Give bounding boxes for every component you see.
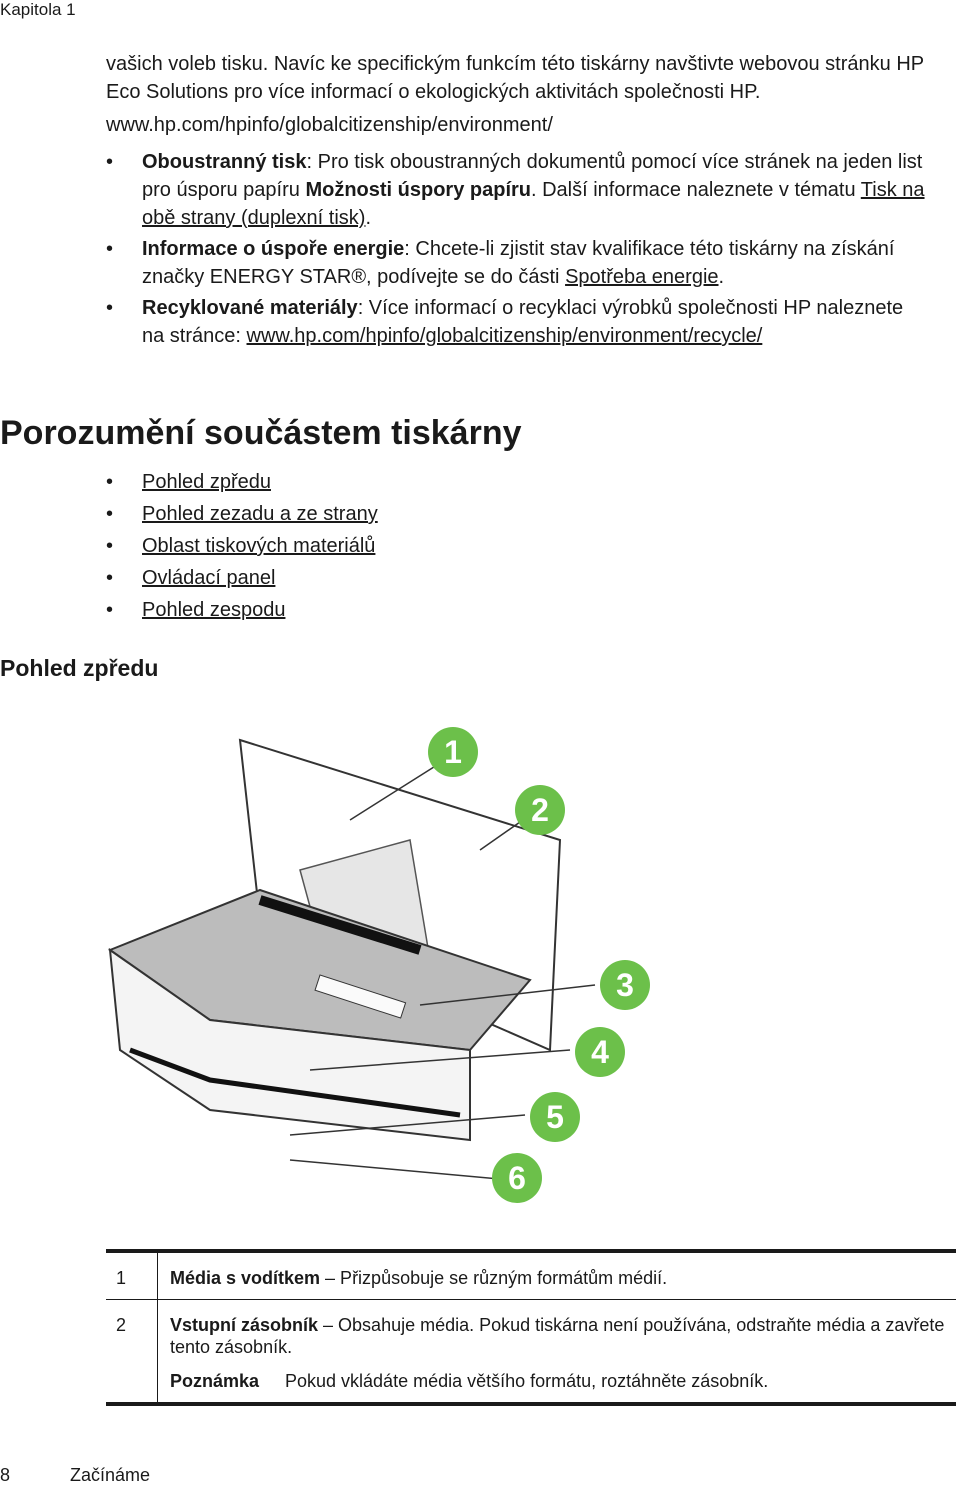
callout-label-4: 4 [591, 1034, 609, 1070]
toc-item [106, 466, 378, 498]
bullet-term: Informace o úspoře energie [142, 238, 405, 260]
bullet-text: : Chcete-li zjistit stav kvalifikace této tiskárny na získání značky ENERGY STAR®, podívejte se do části [142, 238, 895, 288]
bullet-icon: • [106, 238, 114, 260]
toc-link-control-panel[interactable]: Ovládací panel [142, 567, 276, 589]
parts-table [106, 1249, 956, 1406]
section-link-list [106, 466, 378, 626]
part-text: – Obsahuje média. Pokud tiskárna není používána, odstraňte média a zavřete tento zásobník. [170, 1315, 945, 1357]
intro-paragraph: vašich voleb tisku. Navíc ke specifickým funkcím této tiskárny navštivte webovou stránku HP Eco Solutions pro více informací o ekologických aktivitách společnosti HP. [106, 53, 924, 103]
eco-solutions-link[interactable]: www.hp.com/hpinfo/globalcitizenship/environment/ [106, 114, 553, 136]
part-number: 2 [106, 1300, 158, 1402]
table-row [106, 1253, 956, 1299]
toc-link-back-side-view[interactable]: Pohled zezadu a ze strany [142, 503, 378, 525]
chapter-header: Kapitola 1 [0, 0, 76, 19]
page-number: 8 [0, 1465, 11, 1485]
recycle-link[interactable]: www.hp.com/hpinfo/globalcitizenship/environment/recycle/ [246, 325, 763, 347]
note [170, 1370, 946, 1392]
bullet-icon: • [106, 297, 114, 319]
bullet-icon: • [106, 471, 114, 493]
bullet-text-2: . Další informace naleznete v tématu [531, 179, 861, 201]
callout-label-2: 2 [531, 792, 549, 828]
toc-link-bottom-view[interactable]: Pohled zespodu [142, 599, 286, 621]
part-term: Média s vodítkem [170, 1268, 321, 1288]
bullet-text: : Pro tisk oboustranných dokumentů pomocí více stránek na jeden list pro úsporu papíru [142, 151, 923, 201]
toc-item [106, 562, 378, 594]
callout-label-1: 1 [444, 734, 462, 770]
footer-title: Začínáme [70, 1465, 151, 1485]
bullet-icon: • [106, 599, 114, 621]
subsection-title: Pohled zpředu [0, 655, 159, 681]
toc-link-media-area[interactable]: Oblast tiskových materiálů [142, 535, 376, 557]
printer-front-illustration [90, 720, 690, 1220]
part-term: Vstupní zásobník [170, 1315, 319, 1335]
bullet-text: : Více informací o recyklaci výrobků společnosti HP naleznete na stránce: [142, 297, 904, 347]
part-description [158, 1253, 956, 1299]
table-row [106, 1299, 956, 1402]
part-number: 1 [106, 1253, 158, 1299]
bullet-icon: • [106, 535, 114, 557]
eco-bullet-list [106, 148, 926, 353]
bullet-energy [106, 235, 926, 291]
bullet-icon: • [106, 151, 114, 173]
bullet-text-2: . [718, 266, 725, 288]
bullet-duplex [106, 148, 926, 232]
bullet-term: Oboustranný tisk [142, 151, 307, 173]
note-label: Poznámka [170, 1371, 260, 1391]
note-text: Pokud vkládáte média většího formátu, roztáhněte zásobník. [285, 1371, 769, 1391]
bullet-term: Recyklované materiály [142, 297, 358, 319]
toc-item [106, 594, 378, 626]
bullet-icon: • [106, 503, 114, 525]
callout-label-5: 5 [546, 1099, 564, 1135]
bullet-icon: • [106, 567, 114, 589]
page-footer [0, 1465, 150, 1486]
energy-link[interactable]: Spotřeba energie [565, 266, 719, 288]
duplex-link[interactable]: Tisk na obě strany (duplexní tisk) [142, 179, 925, 229]
toc-item [106, 498, 378, 530]
callout-label-3: 3 [616, 967, 634, 1003]
part-text: – Přizpůsobuje se různým formátům médií. [320, 1268, 668, 1288]
part-description [158, 1300, 956, 1402]
callout-label-6: 6 [508, 1160, 526, 1196]
bullet-text-3: . [365, 207, 371, 229]
bullet-term-2: Možnosti úspory papíru [305, 179, 531, 201]
section-title: Porozumění součástem tiskárny [0, 414, 522, 452]
toc-item [106, 530, 378, 562]
toc-link-front-view[interactable]: Pohled zpředu [142, 471, 271, 493]
bullet-recycle [106, 294, 926, 350]
